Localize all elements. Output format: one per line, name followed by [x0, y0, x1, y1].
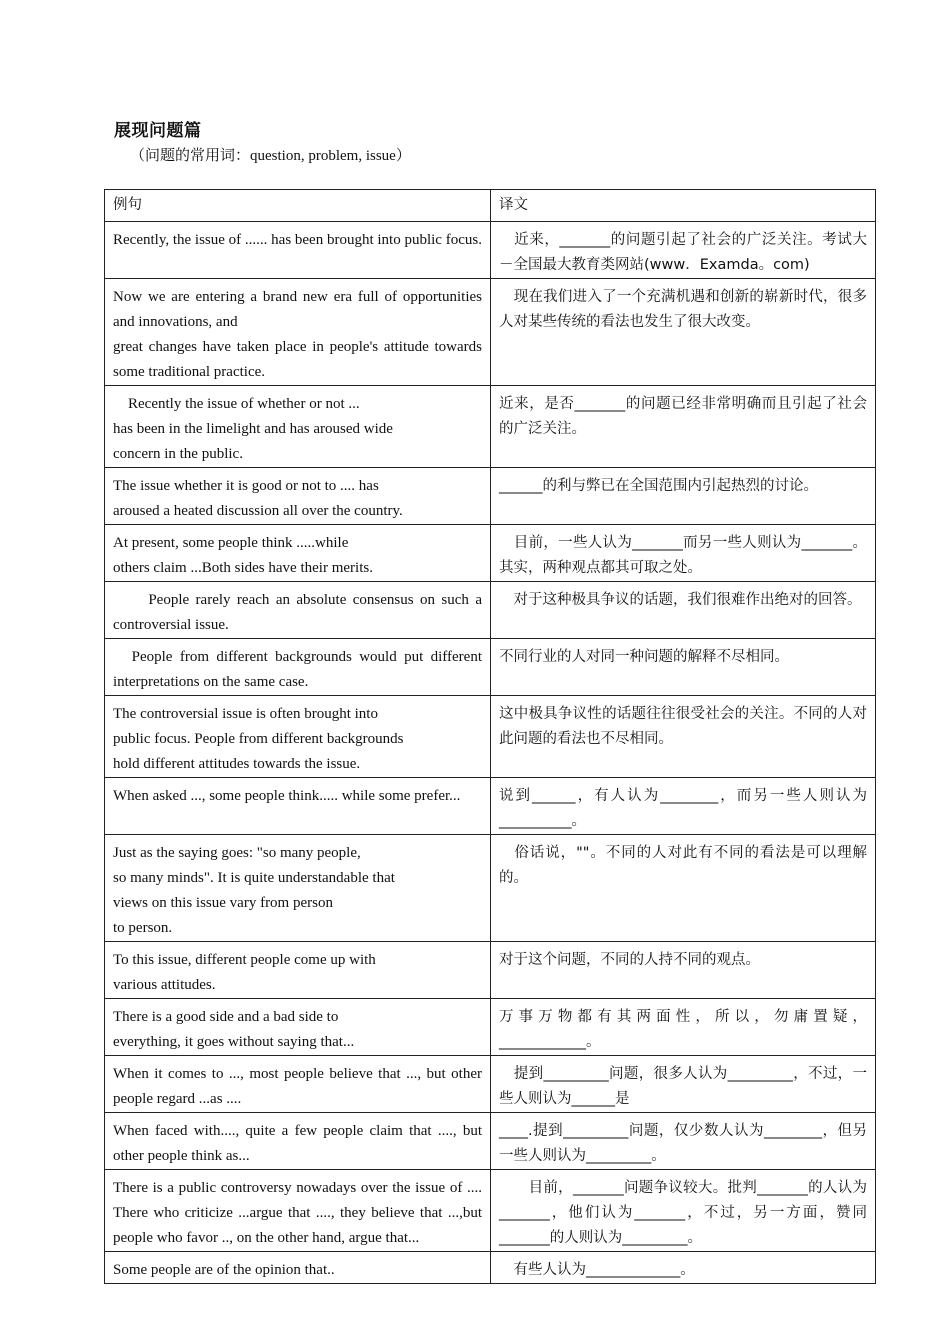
- english-sentence: When asked ..., some people think..... while some prefer...: [105, 778, 491, 835]
- english-sentence: At present, some people think .....while others claim ...Both sides have their merits.: [105, 525, 491, 582]
- header-english: 例句: [105, 190, 491, 222]
- chinese-translation: 对于这种极具争议的话题，我们很难作出绝对的回答。: [491, 582, 876, 639]
- chinese-translation: 现在我们进入了一个充满机遇和创新的崭新时代，很多人对某些传统的看法也发生了很大改变。: [491, 279, 876, 386]
- chinese-translation: 有些人认为_____________。: [491, 1252, 876, 1284]
- english-sentence: When it comes to ..., most people believe that ..., but other people regard ...as ....: [105, 1056, 491, 1113]
- english-sentence: Recently, the issue of ...... has been brought into public focus.: [105, 222, 491, 279]
- english-sentence: There is a public controversy nowadays over the issue of .... There who criticize ...argue that ...., they believe that ...,but people who favor .., on the other hand, argue that...: [105, 1170, 491, 1252]
- table-row: [105, 582, 876, 639]
- chinese-translation: 提到_________问题，很多人认为_________，不过，一些人则认为______是: [491, 1056, 876, 1113]
- chinese-translation: 近来，_______的问题引起了社会的广泛关注。考试大－全国最大教育类网站(www．Examda。com): [491, 222, 876, 279]
- english-sentence: People from different backgrounds would put different interpretations on the same case.: [105, 639, 491, 696]
- chinese-translation: 近来，是否_______的问题已经非常明确而且引起了社会的广泛关注。: [491, 386, 876, 468]
- chinese-translation: 这中极具争议性的话题往往很受社会的关注。不同的人对此问题的看法也不尽相同。: [491, 696, 876, 778]
- table-row: [105, 999, 876, 1056]
- table-row: [105, 386, 876, 468]
- english-sentence: The issue whether it is good or not to .... has aroused a heated discussion all over the country.: [105, 468, 491, 525]
- chinese-translation: 目前，_______问题争议较大。批判_______的人认为_______，他们认为_______，不过，另一方面，赞同_______的人则认为_________。: [491, 1170, 876, 1252]
- header-chinese: 译文: [491, 190, 876, 222]
- table-row: [105, 1170, 876, 1252]
- table-row: [105, 696, 876, 778]
- english-sentence: The controversial issue is often brought into public focus. People from different backgrounds hold different attitudes towards the issue.: [105, 696, 491, 778]
- table-row: [105, 942, 876, 999]
- english-sentence: Just as the saying goes: "so many people, so many minds". It is quite understandable that views on this issue vary from person to person.: [105, 835, 491, 942]
- table-row: [105, 279, 876, 386]
- chinese-translation: 对于这个问题，不同的人持不同的观点。: [491, 942, 876, 999]
- table-row: [105, 835, 876, 942]
- table-row: [105, 778, 876, 835]
- table-row: [105, 525, 876, 582]
- chinese-translation: 说到______，有人认为________，而另一些人则认为__________。: [491, 778, 876, 835]
- table-row: [105, 468, 876, 525]
- phrase-table: [104, 189, 876, 1284]
- table-header-row: [105, 190, 876, 222]
- chinese-translation: 万事万物都有其两面性，所以，勿庸置疑，____________。: [491, 999, 876, 1056]
- english-sentence: Recently the issue of whether or not ... has been in the limelight and has aroused wide concern in the public.: [105, 386, 491, 468]
- english-sentence: Some people are of the opinion that..: [105, 1252, 491, 1284]
- english-sentence: To this issue, different people come up with various attitudes.: [105, 942, 491, 999]
- table-row: [105, 1056, 876, 1113]
- table-row: [105, 639, 876, 696]
- table-row: [105, 1252, 876, 1284]
- page-subtitle: （问题的常用词：question, problem, issue）: [130, 148, 411, 164]
- page-title: 展现问题篇: [114, 121, 202, 141]
- chinese-translation: 不同行业的人对同一种问题的解释不尽相同。: [491, 639, 876, 696]
- english-sentence: Now we are entering a brand new era full of opportunities and innovations, and great changes have taken place in people's attitude towards some traditional practice.: [105, 279, 491, 386]
- chinese-translation: ______的利与弊已在全国范围内引起热烈的讨论。: [491, 468, 876, 525]
- chinese-translation: ____.提到_________问题，仅少数人认为________，但另一些人则认为_________。: [491, 1113, 876, 1170]
- chinese-translation: 俗话说，""。不同的人对此有不同的看法是可以理解的。: [491, 835, 876, 942]
- table-row: [105, 1113, 876, 1170]
- table-row: [105, 222, 876, 279]
- english-sentence: When faced with...., quite a few people claim that ...., but other people think as...: [105, 1113, 491, 1170]
- chinese-translation: 目前，一些人认为_______而另一些人则认为_______。其实，两种观点都其可取之处。: [491, 525, 876, 582]
- english-sentence: There is a good side and a bad side to everything, it goes without saying that...: [105, 999, 491, 1056]
- english-sentence: People rarely reach an absolute consensus on such a controversial issue.: [105, 582, 491, 639]
